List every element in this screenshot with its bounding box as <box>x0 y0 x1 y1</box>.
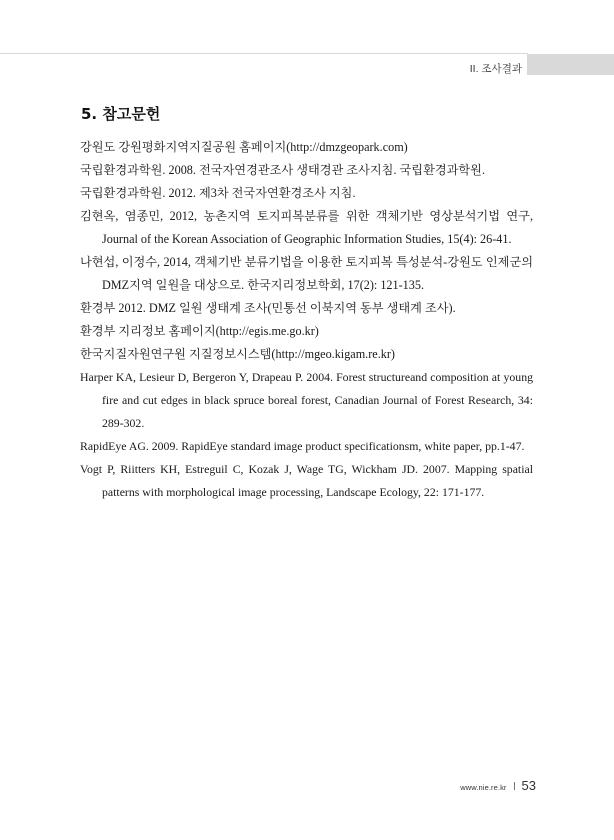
reference-item: 한국지질자원연구원 지질정보시스템(http://mgeo.kigam.re.kr) <box>80 347 395 361</box>
page-number: 53 <box>521 778 536 793</box>
reference-item: 환경부 지리정보 홈페이지(http://egis.me.go.kr) <box>80 324 319 338</box>
section-label: II. 조사결과 <box>469 63 522 75</box>
reference-item: 환경부 2012. DMZ 일원 생태계 조사(민통선 이북지역 동부 생태계 조사). <box>80 301 456 315</box>
reference-item: RapidEye AG. 2009. RapidEye standard image product specificationsm, white paper, pp.1-47. <box>80 439 525 453</box>
header-rule <box>0 53 528 54</box>
reference-item: 강원도 강원평화지역지질공원 홈페이지(http://dmzgeopark.com) <box>80 140 408 154</box>
reference-item: 국립환경과학원. 2008. 전국자연경관조사 생태경관 조사지침. 국립환경과학원. <box>80 163 485 177</box>
footer-url: www.nie.re.kr <box>460 783 507 792</box>
page-footer <box>460 778 536 793</box>
footer-divider <box>514 782 515 790</box>
reference-item: 김현옥, 염종민, 2012, 농촌지역 토지피복분류를 위한 객체기반 영상분석기법 연구, Journal of the Korean Association of Geographic Information Studies, 15(4): 26-41. <box>80 209 533 246</box>
reference-item: Harper KA, Lesieur D, Bergeron Y, Drapeau P. 2004. Forest structureand composition at young fire and cut edges in black spruce boreal forest, Canadian Journal of Forest Research, 34: 289-302. <box>80 370 533 430</box>
reference-item: 국립환경과학원. 2012. 제3차 전국자연환경조사 지침. <box>80 186 356 200</box>
reference-list <box>80 136 533 504</box>
page-heading: 5. 참고문헌 <box>81 105 161 123</box>
header-tab <box>527 54 614 75</box>
reference-item: Vogt P, Riitters KH, Estreguil C, Kozak J, Wage TG, Wickham JD. 2007. Mapping spatial patterns with morphological image processing, Landscape Ecology, 22: 171-177. <box>80 462 533 499</box>
reference-item: 나현섭, 이정수, 2014, 객체기반 분류기법을 이용한 토지피복 특성분석-강원도 인제군의 DMZ지역 일원을 대상으로. 한국지리정보학회, 17(2): 121-135. <box>80 255 533 292</box>
